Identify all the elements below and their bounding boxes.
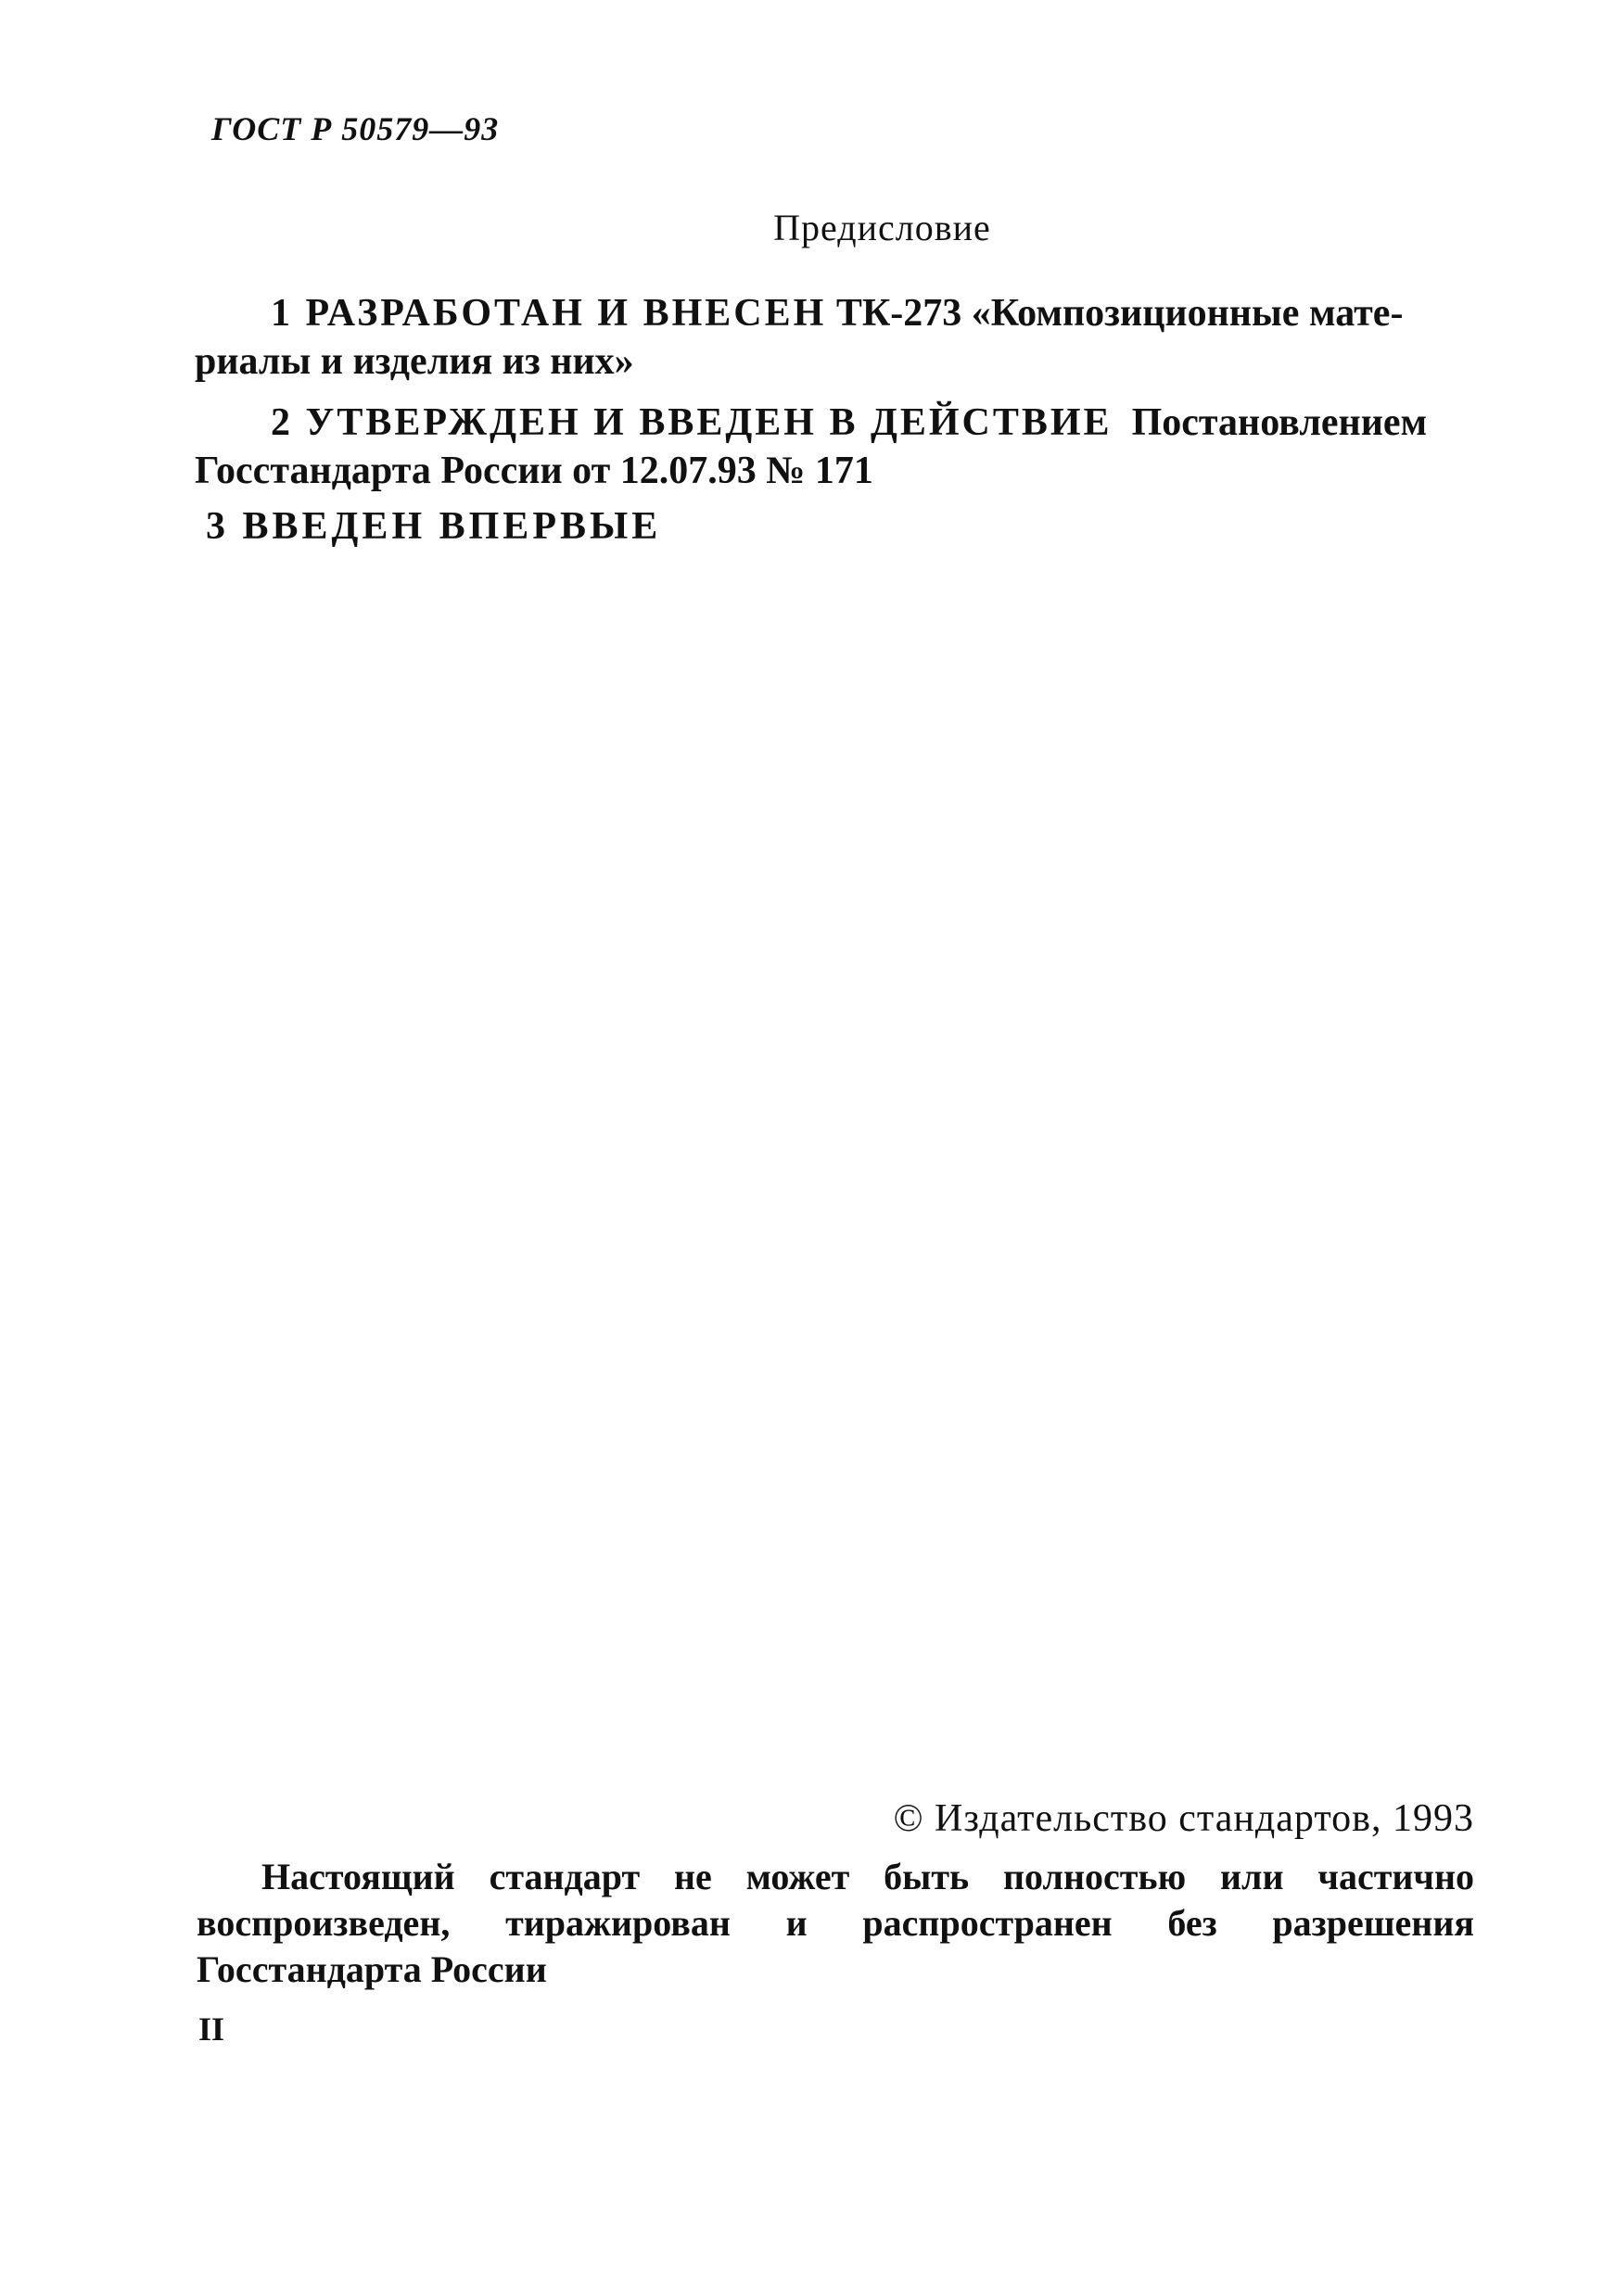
preface-item-2-lead: 2 УТВЕРЖДЕН И ВВЕДЕН В ДЕЙСТВИЕ bbox=[271, 401, 1113, 444]
preface-item-2-text: Постановлением bbox=[1131, 401, 1428, 444]
preface-item-1-line-1 bbox=[195, 289, 1493, 337]
document-code: ГОСТ Р 50579—93 bbox=[211, 110, 500, 147]
preface-item-1-line-2: риалы и изделия из них» bbox=[195, 340, 634, 383]
preface-item-2-line-2: Госстандарта России от 12.07.93 № 171 bbox=[195, 450, 873, 492]
notice-line-3: Госстандарта России bbox=[197, 1948, 547, 1990]
page-number: II bbox=[198, 2011, 225, 2048]
preface-title: Предисловие bbox=[773, 207, 991, 248]
preface-item-1 bbox=[195, 289, 1493, 386]
notice-line-2: воспроизведен, тиражирован и распространен без разрешения bbox=[197, 1902, 1474, 1944]
preface-item-3 bbox=[206, 502, 1504, 551]
copyright-line: © Издательство стандартов, 1993 bbox=[893, 1797, 1474, 1840]
preface-item-2-line-1 bbox=[195, 399, 1493, 447]
preface-item-2 bbox=[195, 399, 1493, 495]
notice-line-1: Настоящий стандарт не может быть полностью или частично bbox=[261, 1856, 1474, 1897]
reproduction-notice bbox=[197, 1854, 1474, 1993]
preface-item-3-lead: 3 ВВЕДЕН ВПЕРВЫЕ bbox=[206, 505, 662, 548]
preface-item-1-lead: 1 РАЗРАБОТАН И ВНЕСЕН bbox=[271, 292, 827, 335]
preface-item-1-text: ТК-273 «Композиционные мате- bbox=[835, 292, 1404, 335]
